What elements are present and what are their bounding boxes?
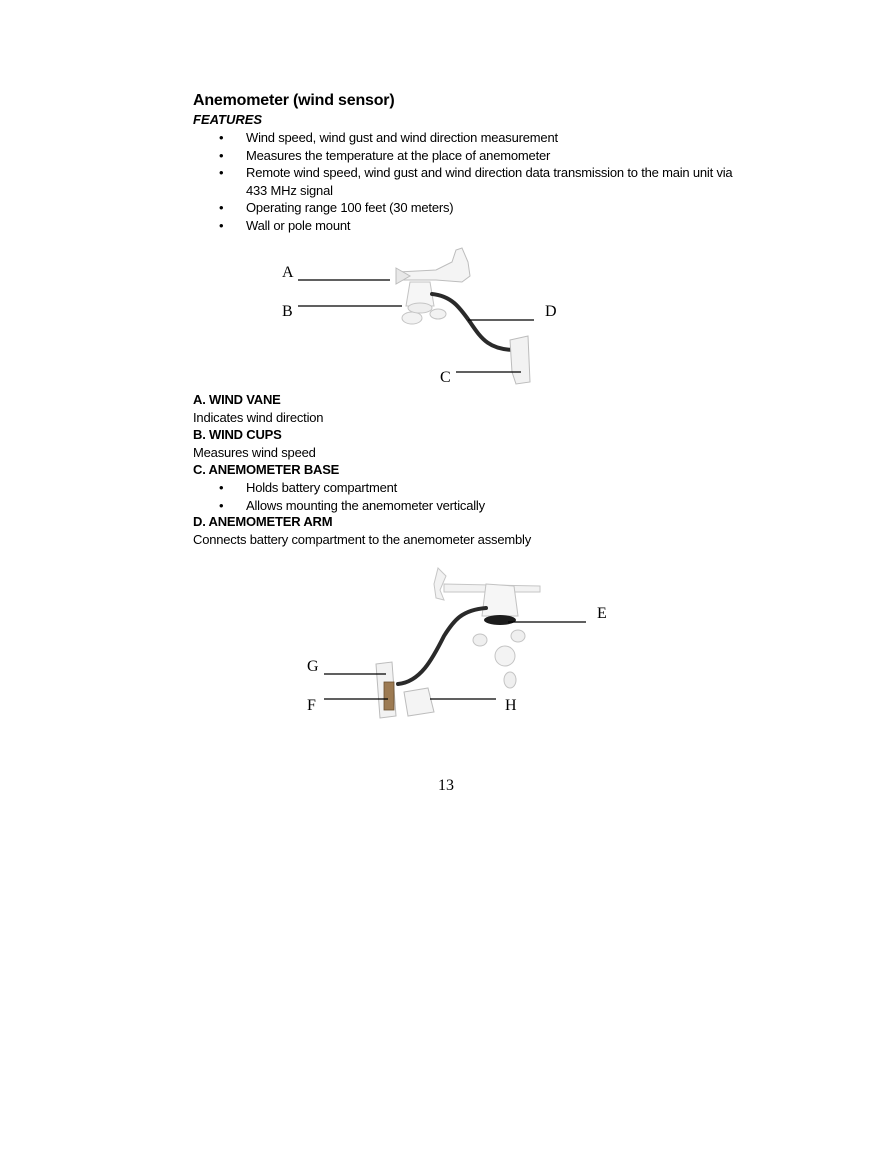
part-b-heading: B. WIND CUPS — [193, 427, 282, 442]
list-item: • Holds battery compartment — [219, 480, 398, 495]
callout-lines — [324, 622, 586, 699]
callout-label-g: G — [307, 658, 319, 675]
wind-cups-illustration — [473, 630, 525, 688]
page-number: 13 — [438, 777, 454, 794]
bullet-icon: • — [219, 480, 224, 495]
callout-label-h: H — [505, 697, 517, 714]
list-item: • Wall or pole mount — [219, 217, 351, 233]
callout-label-f: F — [307, 697, 316, 714]
list-item: • Measures the temperature at the place of anemometer — [219, 147, 551, 163]
part-a-heading: A. WIND VANE — [193, 392, 281, 407]
anemometer-base-illustration — [376, 662, 396, 718]
bullet-icon: • — [219, 130, 224, 145]
bullet-icon: • — [219, 165, 224, 180]
bullet-icon: • — [219, 497, 224, 513]
part-c-heading: C. ANEMOMETER BASE — [193, 462, 340, 477]
list-item: • Allows mounting the anemometer vertically — [219, 497, 485, 513]
list-item: • Wind speed, wind gust and wind direction measurement — [219, 130, 558, 145]
wind-vane-illustration — [434, 568, 540, 625]
callout-label-b: B — [282, 303, 293, 320]
bullet-icon: • — [219, 147, 224, 163]
callout-label-c: C — [440, 369, 451, 386]
features-heading: FEATURES — [193, 112, 263, 127]
battery-cover-illustration — [404, 688, 434, 716]
section-title: Anemometer (wind sensor) — [193, 92, 395, 109]
part-a-description: Indicates wind direction — [193, 410, 324, 425]
list-item: • Operating range 100 feet (30 meters) — [219, 200, 454, 215]
part-d-description: Connects battery compartment to the anemometer assembly — [193, 532, 531, 547]
part-b-description: Measures wind speed — [193, 445, 316, 460]
bullet-icon: • — [219, 200, 224, 215]
callout-label-d: D — [545, 303, 557, 320]
anemometer-arm-illustration — [398, 608, 486, 684]
bullet-icon: • — [219, 217, 224, 233]
list-item: • Remote wind speed, wind gust and wind direction data transmission to the main unit via 433 MHz signal — [219, 165, 733, 198]
callout-label-e: E — [597, 605, 607, 622]
part-d-heading: D. ANEMOMETER ARM — [193, 514, 333, 529]
callout-label-a: A — [282, 264, 294, 281]
